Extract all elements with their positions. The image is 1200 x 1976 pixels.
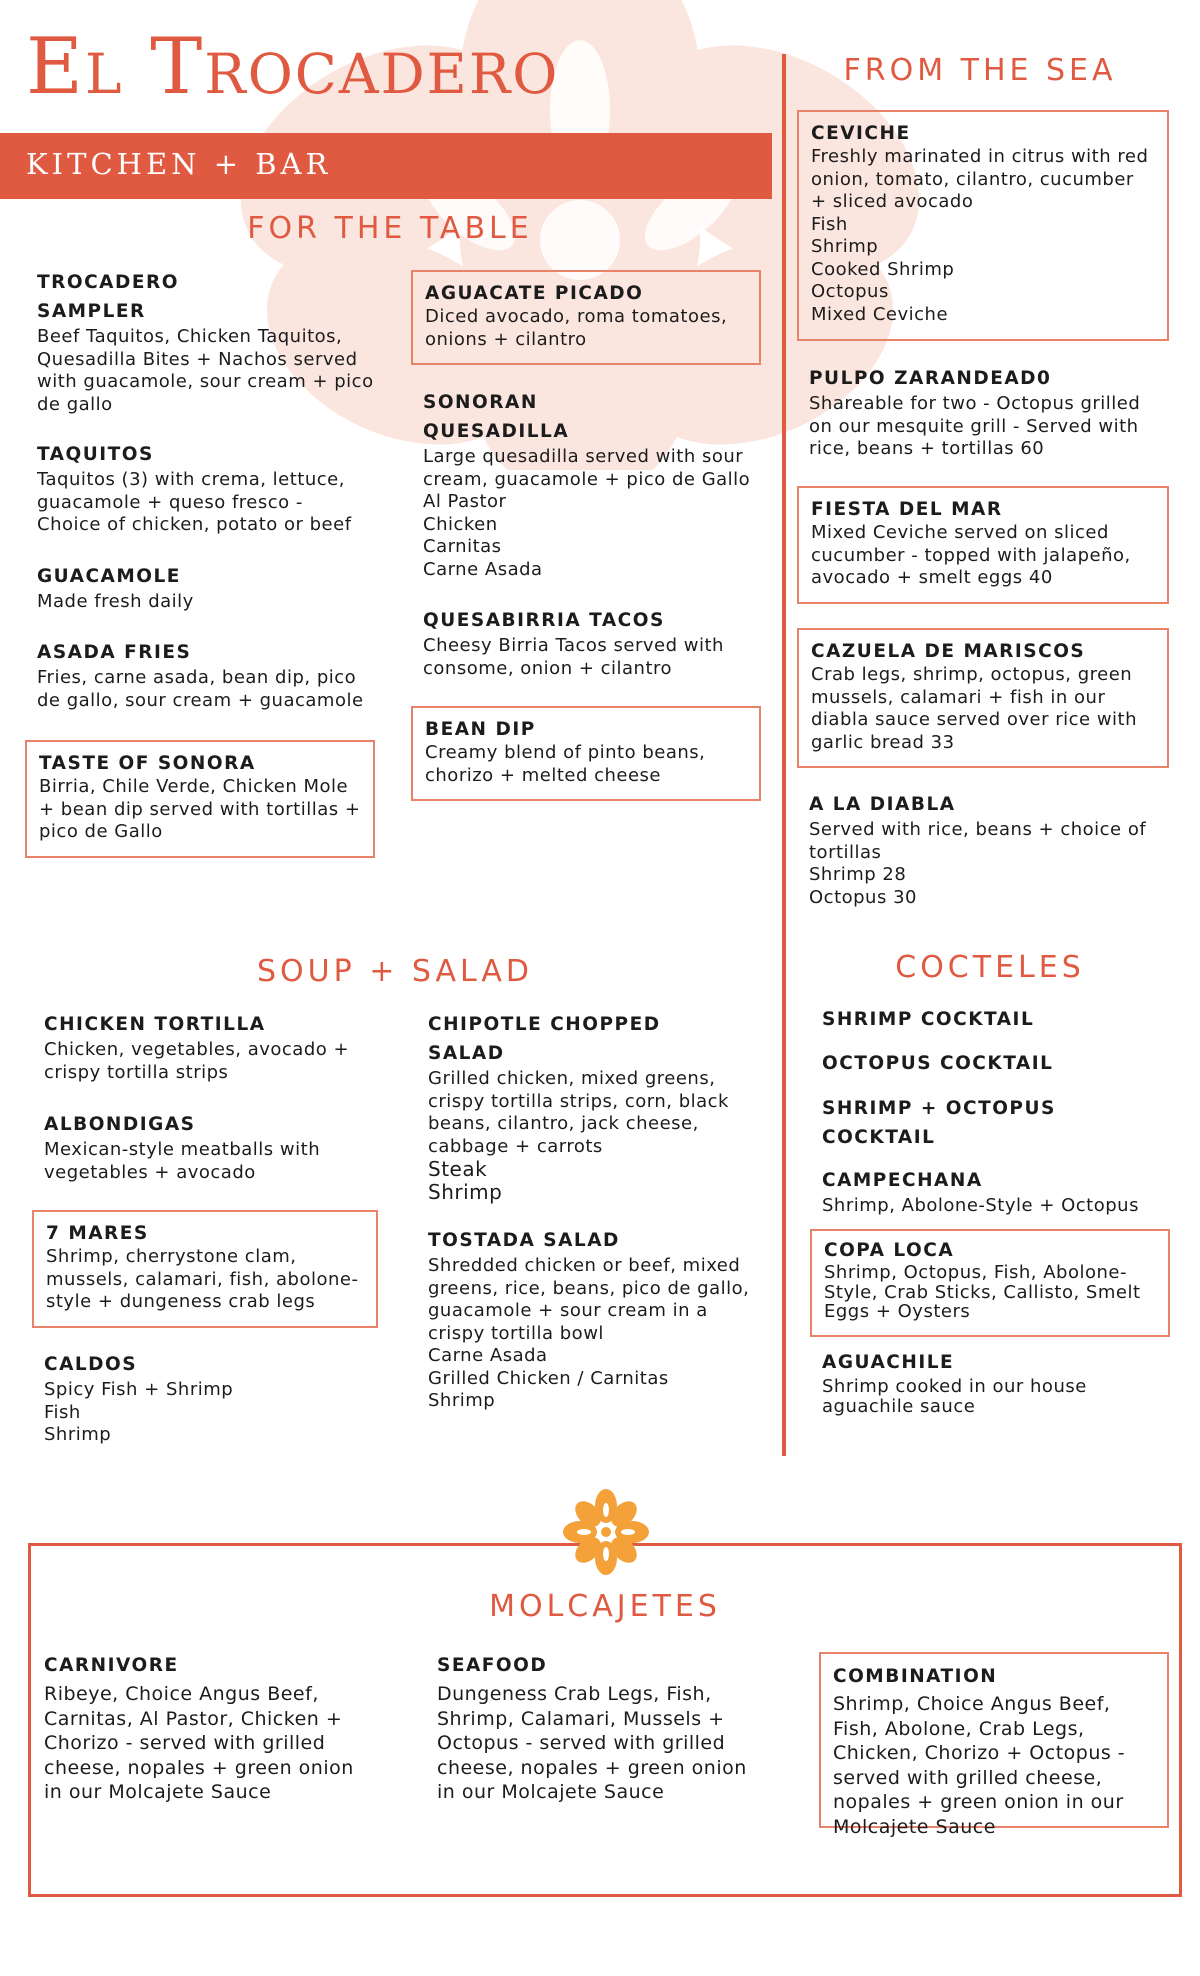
menu-item-ceviche	[797, 110, 1169, 341]
item-name: SEAFOOD	[437, 1655, 548, 1676]
menu-item-albondigas	[44, 1110, 364, 1184]
item-description: Creamy blend of pinto beans, chorizo + melted cheese	[425, 742, 706, 786]
item-description: Ribeye, Choice Angus Beef, Carnitas, Al Pastor, Chicken + Chorizo - served with grilled cheese, nopales + green onion in our Molcajete Sauce	[44, 1683, 354, 1803]
menu-item-shrimp-octopus-cocktail	[822, 1094, 1162, 1152]
menu-item-tostada-salad	[428, 1226, 753, 1413]
item-description: Shrimp, Abolone-Style + Octopus	[822, 1195, 1139, 1216]
item-name: OCTOPUS COCKTAIL	[822, 1053, 1054, 1074]
menu-item-sonoran-quesadilla	[423, 388, 759, 581]
item-description: Shrimp, cherrystone clam, mussels, calamari, fish, abolone-style + dungeness crab legs	[46, 1246, 359, 1312]
item-name: CAZUELA DE MARISCOS	[811, 641, 1086, 662]
section-title-cocteles: COCTELES	[895, 950, 1085, 985]
item-name: CHICKEN TORTILLA	[44, 1014, 266, 1035]
item-description: Birria, Chile Verde, Chicken Mole + bean dip served with tortillas + pico de Gallo	[39, 776, 361, 842]
item-name: COCKTAIL	[822, 1127, 936, 1148]
item-name: ASADA FRIES	[37, 642, 192, 663]
item-option: Octopus	[811, 281, 889, 302]
item-option: Steak	[428, 1157, 488, 1181]
item-description: Large quesadilla served with sour cream, guacamole + pico de Gallo	[423, 446, 751, 490]
item-name: SHRIMP COCKTAIL	[822, 1009, 1035, 1030]
item-description: Shrimp cooked in our house aguachile sauce	[822, 1376, 1087, 1417]
item-option: Fish	[44, 1401, 81, 1423]
item-option: Shrimp 28	[809, 864, 907, 885]
item-name: QUESABIRRIA TACOS	[423, 610, 665, 631]
item-option: Cooked Shrimp	[811, 258, 955, 280]
item-description: Served with rice, beans + choice of tortillas	[809, 819, 1147, 863]
item-option: Chicken	[423, 513, 498, 535]
item-option: Al Pastor	[423, 491, 507, 512]
item-name: TAQUITOS	[37, 444, 154, 465]
item-name: CEVICHE	[811, 123, 911, 144]
item-description: Made fresh daily	[37, 591, 194, 612]
menu-item-caldos	[44, 1350, 364, 1447]
item-option: Carnitas	[423, 536, 502, 557]
menu-item-pulpo-zarandeado	[809, 364, 1169, 461]
menu-item-asada-fries	[37, 638, 367, 712]
menu-item-carnivore	[44, 1650, 374, 1805]
restaurant-subtitle: KITCHEN + BAR	[26, 147, 332, 181]
item-name: SAMPLER	[37, 301, 146, 322]
item-name: FIESTA DEL MAR	[811, 499, 1003, 520]
menu-item-fiesta-del-mar	[797, 486, 1169, 604]
item-option: Fish	[811, 213, 848, 235]
menu-item-aguacate-picado	[411, 270, 761, 365]
menu-item-taste-of-sonora	[25, 740, 375, 858]
item-description: Crab legs, shrimp, octopus, green mussels, calamari + fish in our diabla sauce served over rice with garlic bread 33	[811, 664, 1138, 753]
menu-item-combination	[819, 1652, 1169, 1838]
item-option: Mixed Ceviche	[811, 303, 949, 325]
menu-item-cazuela-de-mariscos	[797, 628, 1169, 768]
item-name: SHRIMP + OCTOPUS	[822, 1098, 1056, 1119]
item-name: BEAN DIP	[425, 719, 536, 740]
menu-item-copa-loca	[810, 1229, 1170, 1337]
item-name: GUACAMOLE	[37, 566, 181, 587]
item-description: Shredded chicken or beef, mixed greens, rice, beans, pico de gallo, guacamole + sour cream in a crispy tortilla bowl	[428, 1255, 750, 1344]
menu-item-a-la-diabla	[809, 790, 1159, 909]
item-description: Taquitos (3) with crema, lettuce, guacamole + queso fresco - Choice of chicken, potato or beef	[37, 469, 352, 535]
menu-item-campechana	[822, 1166, 1162, 1218]
menu-item-shrimp-cocktail	[822, 1005, 1162, 1034]
item-name: QUESADILLA	[423, 421, 570, 442]
item-option: Shrimp	[428, 1179, 503, 1204]
item-description: Dungeness Crab Legs, Fish, Shrimp, Calamari, Mussels + Octopus - served with grilled cheese, nopales + green onion in our Molcajete Sauce	[437, 1683, 747, 1803]
item-name: AGUACHILE	[822, 1352, 955, 1373]
menu-item-seafood	[437, 1650, 757, 1805]
item-name: SONORAN	[423, 392, 538, 413]
menu-item-trocadero-sampler	[37, 268, 377, 416]
item-name: A LA DIABLA	[809, 794, 956, 815]
section-title-molcajetes: MOLCAJETES	[489, 1589, 721, 1624]
item-name: CALDOS	[44, 1354, 138, 1375]
item-description: Shrimp, Octopus, Fish, Abolone-Style, Crab Sticks, Callisto, Smelt Eggs + Oysters	[824, 1262, 1141, 1322]
restaurant-name: El Trocadero	[26, 22, 560, 112]
menu-item-chipotle-chopped-salad	[428, 1010, 758, 1203]
item-option: Grilled Chicken / Carnitas	[428, 1367, 669, 1389]
brand-banner	[0, 133, 772, 199]
menu-item-chicken-tortilla	[44, 1010, 364, 1084]
item-description: Beef Taquitos, Chicken Taquitos, Quesadilla Bites + Nachos served with guacamole, sour cream + pico de gallo	[37, 326, 374, 415]
item-description: Cheesy Birria Tacos served with consome, onion + cilantro	[423, 635, 724, 679]
item-name: ALBONDIGAS	[44, 1114, 196, 1135]
menu-item-quesabirria-tacos	[423, 606, 753, 680]
item-name: SALAD	[428, 1043, 505, 1064]
item-description: Grilled chicken, mixed greens, crispy tortilla strips, corn, black beans, cilantro, jack cheese, cabbage + carrots	[428, 1068, 729, 1157]
item-name: 7 MARES	[46, 1223, 149, 1244]
item-option: Carne Asada	[428, 1345, 548, 1366]
item-name: PULPO ZARANDEAD0	[809, 368, 1052, 389]
item-name: AGUACATE PICADO	[425, 283, 644, 304]
menu-item-taquitos	[37, 440, 367, 537]
item-description: Diced avocado, roma tomatoes, onions + cilantro	[425, 306, 728, 350]
menu-item-aguachile	[822, 1348, 1122, 1417]
item-option: Shrimp	[811, 236, 879, 257]
item-description: Shrimp, Choice Angus Beef, Fish, Abolone, Crab Legs, Chicken, Chorizo + Octopus - served with grilled cheese, nopales + green onion in our Molcajete Sauce	[833, 1693, 1126, 1838]
item-name: TASTE OF SONORA	[39, 753, 256, 774]
item-description: Chicken, vegetables, avocado + crispy tortilla strips	[44, 1039, 350, 1083]
column-divider	[782, 54, 786, 1456]
item-option: Octopus 30	[809, 886, 917, 908]
item-option: Shrimp	[428, 1390, 496, 1411]
item-description: Fries, carne asada, bean dip, pico de gallo, sour cream + guacamole	[37, 667, 364, 711]
menu-item-guacamole	[37, 562, 377, 614]
item-option: Shrimp	[44, 1424, 112, 1445]
item-name: CARNIVORE	[44, 1655, 179, 1676]
section-title-from-the-sea: FROM THE SEA	[843, 53, 1117, 88]
item-name: COPA LOCA	[824, 1240, 955, 1261]
flower-ornament-icon	[562, 1488, 650, 1576]
item-description: Freshly marinated in citrus with red onion, tomato, cilantro, cucumber + sliced avocado	[811, 146, 1149, 212]
item-name: CAMPECHANA	[822, 1170, 983, 1191]
section-title-for-the-table: FOR THE TABLE	[247, 211, 533, 246]
item-name: CHIPOTLE CHOPPED	[428, 1014, 661, 1035]
item-name: TROCADERO	[37, 272, 179, 293]
item-name: TOSTADA SALAD	[428, 1230, 620, 1251]
item-description: Shareable for two - Octopus grilled on our mesquite grill - Served with rice, beans + tortillas 60	[809, 393, 1141, 459]
item-option: Spicy Fish + Shrimp	[44, 1379, 234, 1400]
item-option: Carne Asada	[423, 558, 543, 580]
item-name: COMBINATION	[833, 1666, 998, 1687]
menu-item-7-mares	[32, 1210, 378, 1328]
menu-item-bean-dip	[411, 706, 761, 801]
menu-item-octopus-cocktail	[822, 1049, 1162, 1078]
section-title-soup-salad: SOUP + SALAD	[256, 954, 534, 989]
item-description: Mexican-style meatballs with vegetables + avocado	[44, 1139, 321, 1183]
item-description: Mixed Ceviche served on sliced cucumber - topped with jalapeño, avocado + smelt eggs 40	[811, 522, 1131, 588]
